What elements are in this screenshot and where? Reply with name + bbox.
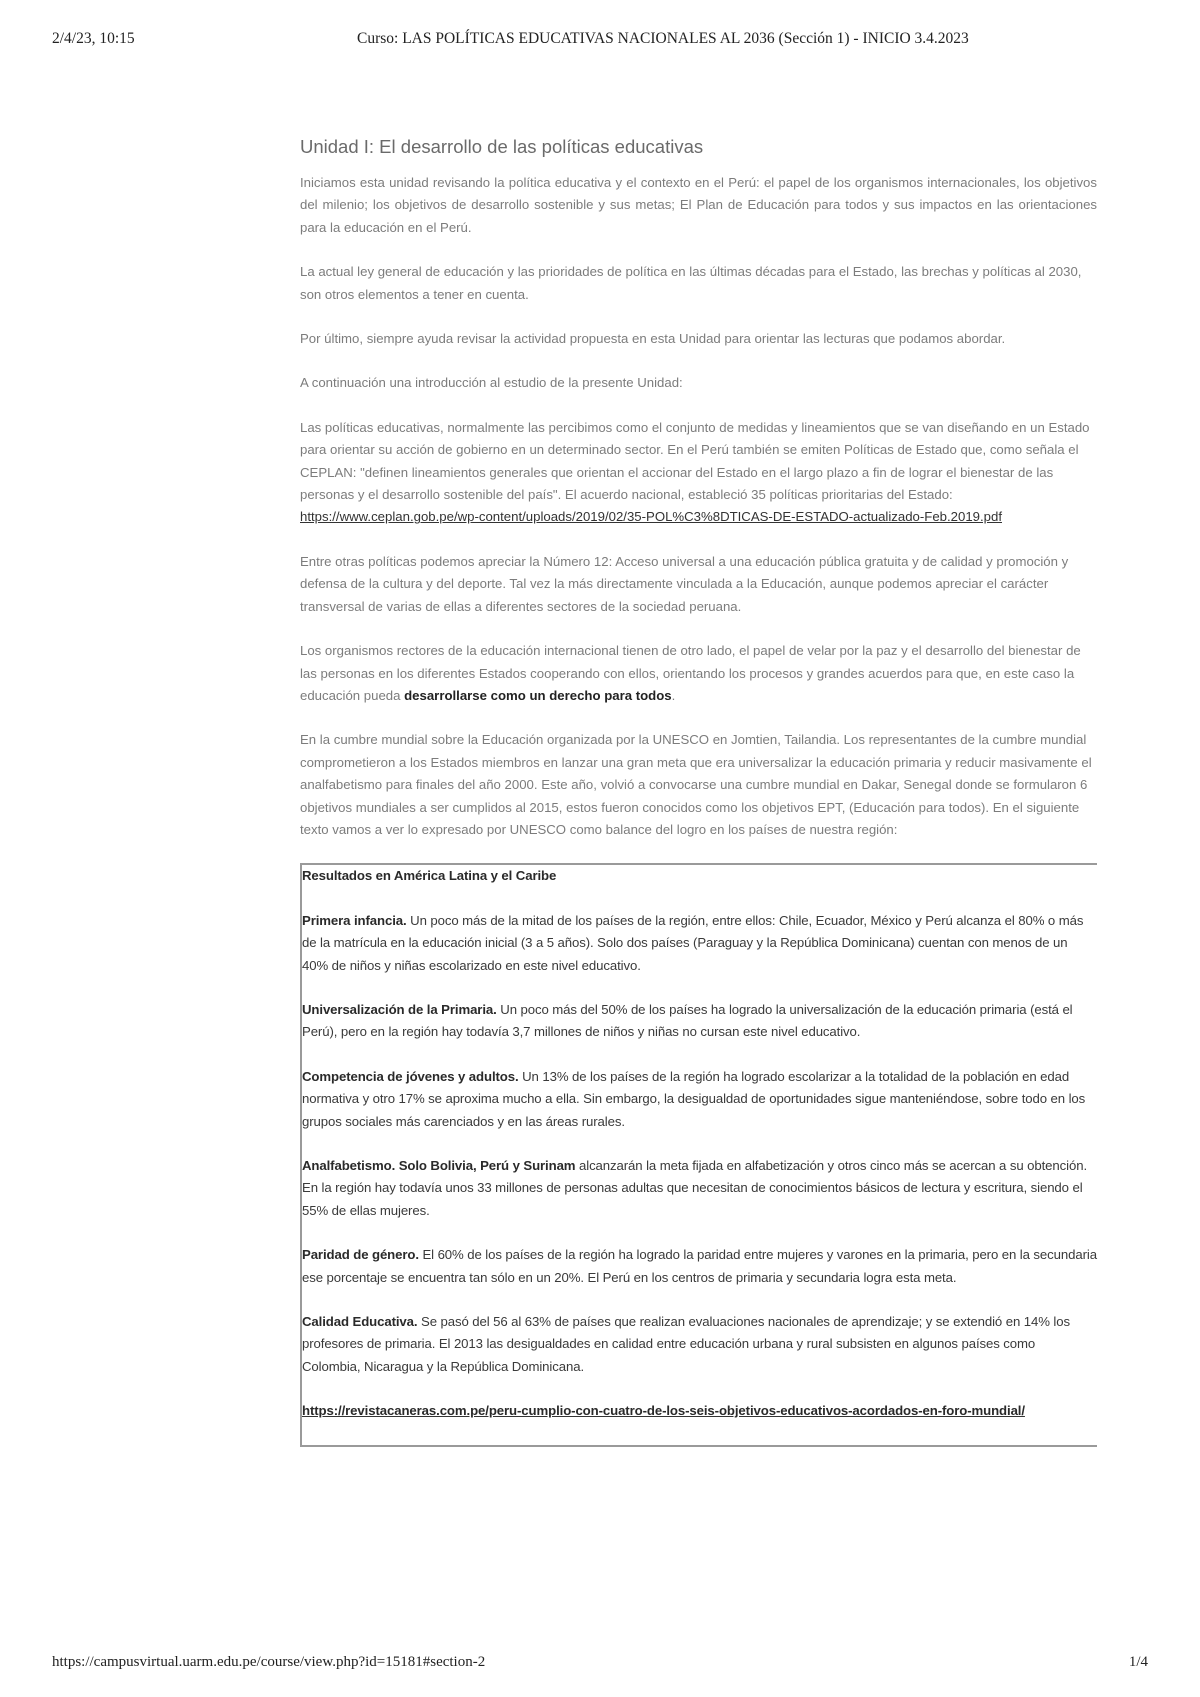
- result-item-text: alcanzarán la meta fijada en alfabetización y otros cinco más se acercan a su obtención. En la región hay todavía unos 33 millones de personas adultas que necesitan de conocimientos básicos de lectura y escritura, siendo el 55% de ellas mujeres.: [302, 1158, 1088, 1218]
- result-item-title: Paridad de género.: [302, 1247, 419, 1263]
- policies-text: Las políticas educativas, normalmente las percibimos como el conjunto de medidas y lineamientos que se van diseñando en un Estado para orientar su acción de gobierno en un determinado sector. En el Perú también se emiten Políticas de Estado que, como señala el CEPLAN: "definen lineamientos generales que orientan el accionar del Estado en el largo plazo a fin de lograr el bienestar de las personas y el desarrollo sostenible del país". El acuerdo nacional, estableció 35 políticas prioritarias del Estado:: [300, 419, 1090, 503]
- policies-paragraph: [300, 417, 1097, 529]
- results-heading: [302, 865, 1097, 887]
- result-item-title: Competencia de jóvenes y adultos.: [302, 1068, 519, 1084]
- print-url: https://campusvirtual.uarm.edu.pe/course/view.php?id=15181#section-2: [52, 1654, 486, 1670]
- print-date: 2/4/23, 10:15: [52, 30, 135, 47]
- policy-12-paragraph: Entre otras políticas podemos apreciar la Número 12: Acceso universal a una educación pública gratuita y de calidad y promoción y defensa de la cultura y del deporte. Tal vez la más directamente vinculada a la Educación, aunque podemos apreciar el carácter transversal de varias de ellas a diferentes sectores de la sociedad peruana.: [300, 553, 1069, 614]
- section-content: [300, 135, 1097, 1447]
- source-link-paragraph: [302, 1400, 1097, 1422]
- result-item: [302, 1066, 1097, 1133]
- organisms-text: Los organismos rectores de la educación internacional tienen de otro lado, el papel de velar por la paz y el desarrollo del bienestar de las personas en los diferentes Estados cooperando con ellos, orientando los procesos y grandes acuerdos para que, en este caso la educación pueda: [300, 643, 1081, 703]
- result-item-text: Un 13% de los países de la región ha logrado escolarizar a la totalidad de la población en edad normativa y otro 17% se aproxima mucho a ella. Sin embargo, la desigualdad de oportunidades sigue manteniéndose, sobre todo en los grupos sociales más carenciados y en las áreas rurales.: [302, 1068, 1086, 1129]
- results-box: [300, 863, 1097, 1446]
- result-item-title: Primera infancia.: [302, 912, 407, 928]
- unit-title: Unidad I: El desarrollo de las políticas educativas: [300, 136, 704, 157]
- result-item: [302, 1244, 1097, 1289]
- source-link[interactable]: [302, 1403, 1025, 1418]
- result-item-title: Universalización de la Primaria.: [302, 1001, 497, 1017]
- result-item-text: El 60% de los países de la región ha logrado la paridad entre mujeres y varones en la primaria, pero en la secundaria ese porcentaje se encuentra tan sólo en un 20%. El Perú en los centros de primaria y secundaria logra esta meta.: [302, 1247, 1097, 1285]
- result-item-title: Calidad Educativa.: [302, 1314, 418, 1330]
- intro-lead-paragraph: A continuación una introducción al estudio de la presente Unidad:: [300, 375, 683, 391]
- print-header: [52, 30, 1148, 54]
- result-item-title: Analfabetismo. Solo Bolivia, Perú y Surinam: [302, 1158, 576, 1173]
- ceplan-link[interactable]: https://www.ceplan.gob.pe/wp-content/uploads/2019/02/35-POL%C3%8DTICAS-DE-ESTADO-actualizado-Feb.2019.pdf: [300, 509, 1002, 525]
- intro-paragraph: Iniciamos esta unidad revisando la política educativa y el contexto en el Perú: el papel de los organismos internacionales, los objetivos del milenio; los objetivos de desarrollo sostenible y sus metas; El Plan de Educación para todos y sus impactos en las orientaciones para la educación en el Perú.: [300, 175, 1097, 235]
- law-paragraph: La actual ley general de educación y las prioridades de política en las últimas décadas para el Estado, las brechas y políticas al 2030, son otros elementos a tener en cuenta.: [300, 264, 1082, 302]
- organisms-paragraph: [300, 640, 1097, 707]
- print-page-number: 1/4: [1128, 1654, 1148, 1670]
- activity-paragraph: Por último, siempre ayuda revisar la actividad propuesta en esta Unidad para orientar las lecturas que podamos abordar.: [300, 331, 1006, 347]
- result-item: [302, 1155, 1097, 1222]
- results-heading-text: Resultados en América Latina y el Caribe: [302, 868, 557, 884]
- unesco-paragraph: En la cumbre mundial sobre la Educación organizada por la UNESCO en Jomtien, Tailandia. Los representantes de la cumbre mundial comprometieron a los Estados miembros en lanzar una gran meta que era universalizar la educación primaria y reducir masivamente el analfabetismo para finales del año 2000. Este año, volvió a convocarse una cumbre mundial en Dakar, Senegal donde se formularon 6 objetivos mundiales a ser cumplidos al 2015, estos fueron conocidos como los objetivos EPT, (Educación para todos). En el siguiente texto vamos a ver lo expresado por UNESCO como balance del logro en los países de nuestra región:: [300, 732, 1092, 837]
- print-course-title: Curso: LAS POLÍTICAS EDUCATIVAS NACIONALES AL 2036 (Sección 1) - INICIO 3.4.2023: [357, 30, 969, 47]
- result-item-text: Un poco más de la mitad de los países de la región, entre ellos: Chile, Ecuador, México y Perú alcanza el 80% o más de la matrícula en la educación inicial (3 a 5 años). Solo dos países (Paraguay y la República Dominicana) cuentan con menos de un 40% de niños y niñas escolarizado en este nivel educativo.: [302, 912, 1084, 973]
- result-item-text: Se pasó del 56 al 63% de países que realizan evaluaciones nacionales de aprendizaje; y se extendió en 14% los profesores de primaria. El 2013 las desigualdades en calidad entre educación urbana y rural subsisten en algunos países como Colombia, Nicaragua y la República Dominicana.: [302, 1314, 1070, 1374]
- result-item: [302, 1311, 1097, 1378]
- result-item: [302, 910, 1097, 977]
- result-item: [302, 999, 1097, 1044]
- right-for-all-emphasis: desarrollarse como un derecho para todos: [404, 687, 672, 703]
- organisms-end: .: [671, 687, 676, 703]
- source-link-text: https://revistacaneras.com.pe/peru-cumplio-con-cuatro-de-los-seis-objetivos-educativos-acordados-en-foro-mundial/: [302, 1403, 1025, 1419]
- result-item-text: Un poco más del 50% de los países ha logrado la universalización de la educación primaria (está el Perú), pero en la región hay todavía 3,7 millones de niños y niñas no cursan este nivel educativo.: [302, 1001, 1073, 1040]
